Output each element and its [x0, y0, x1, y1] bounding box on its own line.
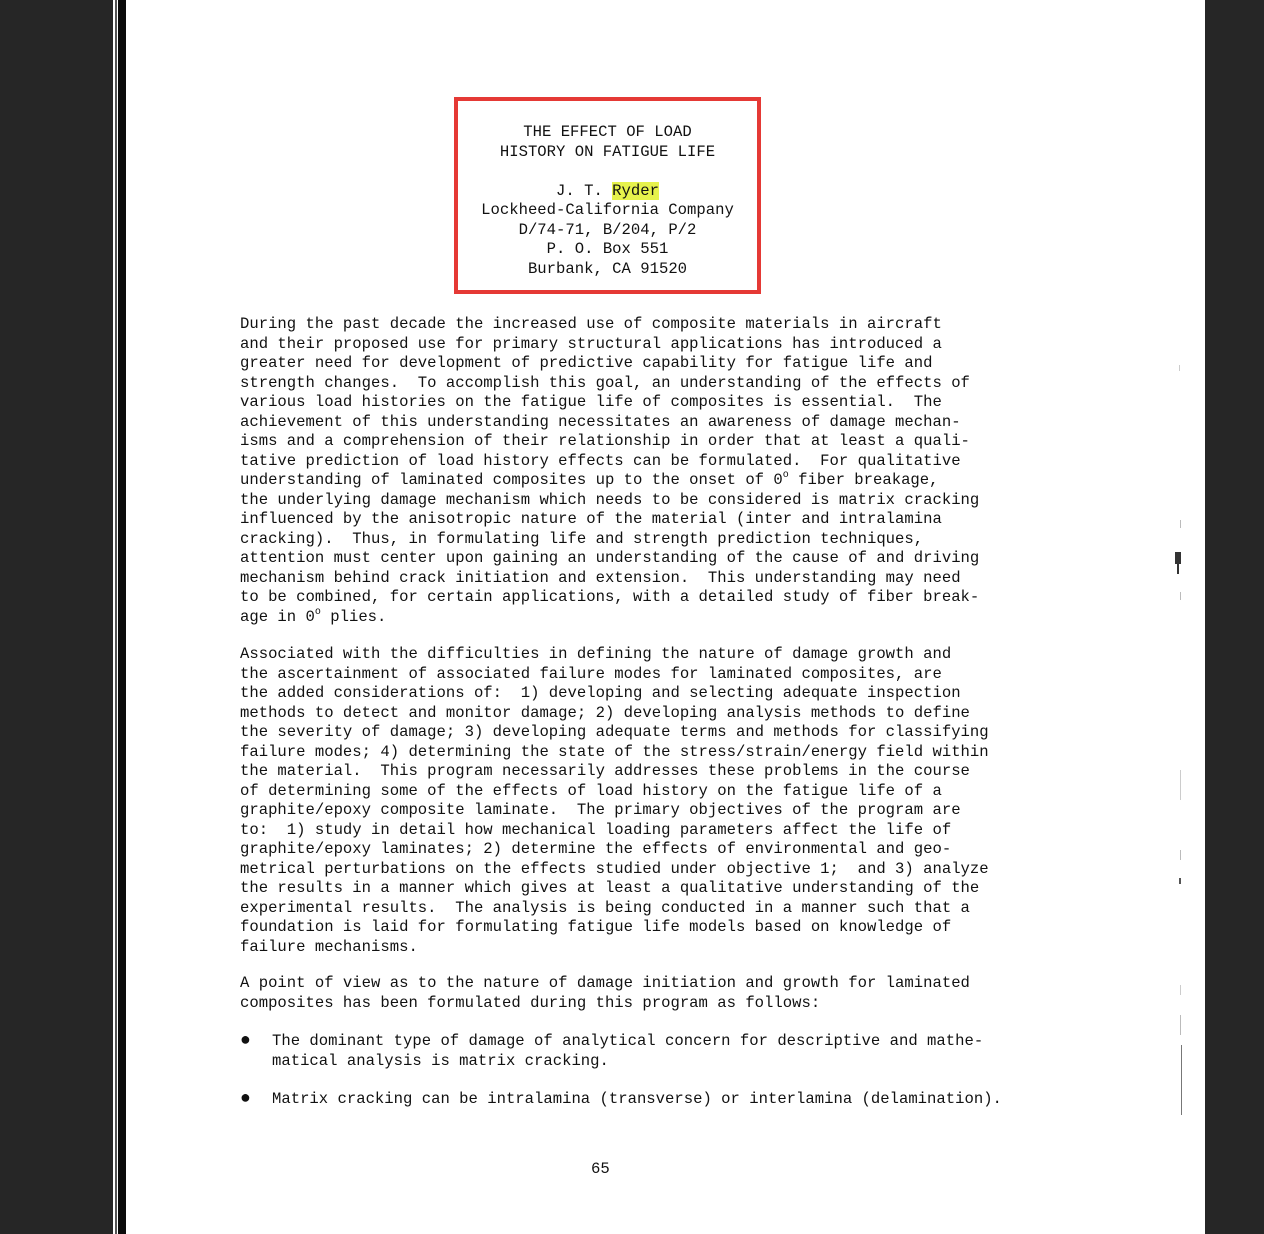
degree-mark: o [782, 470, 789, 481]
paragraph-line: isms and a comprehension of their relationship in order that at least a quali- [240, 432, 970, 450]
paragraph-line: the severity of damage; 3) developing adequate terms and methods for classifying [240, 723, 989, 741]
scan-speck [1175, 552, 1181, 564]
paragraph-line: methods to detect and monitor damage; 2) developing analysis methods to define [240, 703, 970, 722]
paragraph-line: achievement of this understanding necessitates an awareness of damage mechan- [240, 412, 961, 431]
bullet-line: Matrix cracking can be intralamina (transverse) or interlamina (delamination). [272, 1090, 1002, 1108]
paragraph-line: foundation is laid for formulating fatigue life models based on knowledge of [240, 918, 952, 936]
document-page [113, 0, 1205, 1234]
paragraph-3 [240, 974, 1030, 1013]
paragraph-line: the results in a manner which gives at least a qualitative understanding of the [240, 879, 980, 897]
scan-speck [1177, 564, 1179, 574]
affiliation-line-4: Burbank, CA 91520 [527, 259, 688, 278]
paragraph-line: attention must center upon gaining an understanding of the cause of and driving [240, 549, 980, 567]
author-line [458, 182, 757, 202]
paragraph-line: failure mechanisms. [240, 937, 418, 956]
scan-speck [1179, 365, 1180, 371]
bullet-marker: ● [240, 1031, 251, 1051]
line-segment: understanding of laminated composites up to the onset of 0 [240, 471, 783, 489]
paragraph-2 [240, 645, 1030, 957]
line-segment: plies. [320, 607, 387, 626]
affiliation-line-1: Lockheed-California Company [481, 201, 734, 219]
scan-speck [1180, 592, 1181, 600]
paragraph-line: to be combined, for certain applications, with a detailed study of fiber break- [240, 588, 980, 606]
paragraph-line: graphite/epoxy laminates; 2) determine the effects of environmental and geo- [240, 840, 952, 858]
author-surname-highlighted[interactable]: Ryder [612, 181, 659, 200]
paragraph-line: of determining some of the effects of load history on the fatigue life of a [240, 781, 942, 800]
paragraph-line: and their proposed use for primary structural applications has introduced a [240, 334, 942, 353]
paragraph-line: A point of view as to the nature of damage initiation and growth for laminated [240, 974, 970, 992]
paragraph-line: greater need for development of predictive capability for fatigue life and [240, 354, 933, 372]
bullet-item-2 [240, 1090, 1040, 1110]
scan-speck [1180, 770, 1181, 800]
paragraph-1 [240, 315, 1030, 627]
paragraph-line: influenced by the anisotropic nature of the material (inter and intralamina [240, 510, 942, 528]
paragraph-line: to: 1) study in detail how mechanical loading parameters affect the life of [240, 820, 952, 839]
paragraph-line: mechanism behind crack initiation and extension. This understanding may need [240, 568, 961, 587]
scan-edge [118, 0, 126, 1234]
scan-speck [1180, 985, 1181, 995]
degree-mark: o [314, 606, 321, 618]
line-segment: age in 0 [240, 607, 315, 626]
paragraph-line: the ascertainment of associated failure modes for laminated composites, are [240, 664, 942, 683]
affiliation-line-3: P. O. Box 551 [546, 240, 669, 258]
bullet-item-1 [240, 1032, 1040, 1071]
scan-speck [1180, 1015, 1181, 1035]
paragraph-line: During the past decade the increased use of composite materials in aircraft [240, 315, 942, 333]
scan-speck [1180, 850, 1181, 860]
title-line-1: THE EFFECT OF LOAD [523, 123, 692, 141]
bullet-line: The dominant type of damage of analytical concern for descriptive and mathe- [272, 1032, 984, 1050]
paragraph-line: experimental results. The analysis is being conducted in a manner such that a [240, 898, 970, 917]
paragraph-line: failure modes; 4) determining the state of the stress/strain/energy field within [240, 742, 989, 761]
bullet-marker: ● [240, 1089, 251, 1109]
paragraph-line: strength changes. To accomplish this goal, an understanding of the effects of [240, 373, 970, 392]
affiliation-line-2: D/74-71, B/204, P/2 [518, 220, 697, 239]
paragraph-line [240, 608, 1030, 628]
paragraph-line: metrical perturbations on the effects studied under objective 1; and 3) analyze [240, 859, 989, 878]
title-line-2: HISTORY ON FATIGUE LIFE [499, 142, 716, 161]
paragraph-line: tative prediction of load history effects can be formulated. For qualitative [240, 451, 961, 470]
line-segment: fiber breakage, [788, 471, 939, 489]
scan-edge-highlight [115, 0, 117, 1234]
bullet-line: matical analysis is matrix cracking. [272, 1051, 609, 1070]
paragraph-line: composites has been formulated during this program as follows: [240, 993, 821, 1012]
paragraph-line: graphite/epoxy composite laminate. The primary objectives of the program are [240, 801, 961, 819]
scan-speck [1180, 520, 1181, 528]
author-initials: J. T. [556, 181, 613, 200]
paragraph-line: the added considerations of: 1) developing and selecting adequate inspection [240, 684, 961, 702]
paragraph-line: cracking). Thus, in formulating life and strength prediction techniques, [240, 529, 924, 548]
page-number: 65 [591, 1160, 610, 1178]
title-block [454, 97, 761, 294]
paragraph-line: various load histories on the fatigue life of composites is essential. The [240, 393, 942, 411]
paragraph-line [240, 471, 1030, 491]
paragraph-line: Associated with the difficulties in defining the nature of damage growth and [240, 645, 952, 663]
scan-speck [1179, 878, 1181, 884]
paragraph-line: the underlying damage mechanism which needs to be considered is matrix cracking [240, 490, 980, 509]
paragraph-line: the material. This program necessarily addresses these problems in the course [240, 762, 970, 780]
scan-speck [1181, 1045, 1182, 1115]
